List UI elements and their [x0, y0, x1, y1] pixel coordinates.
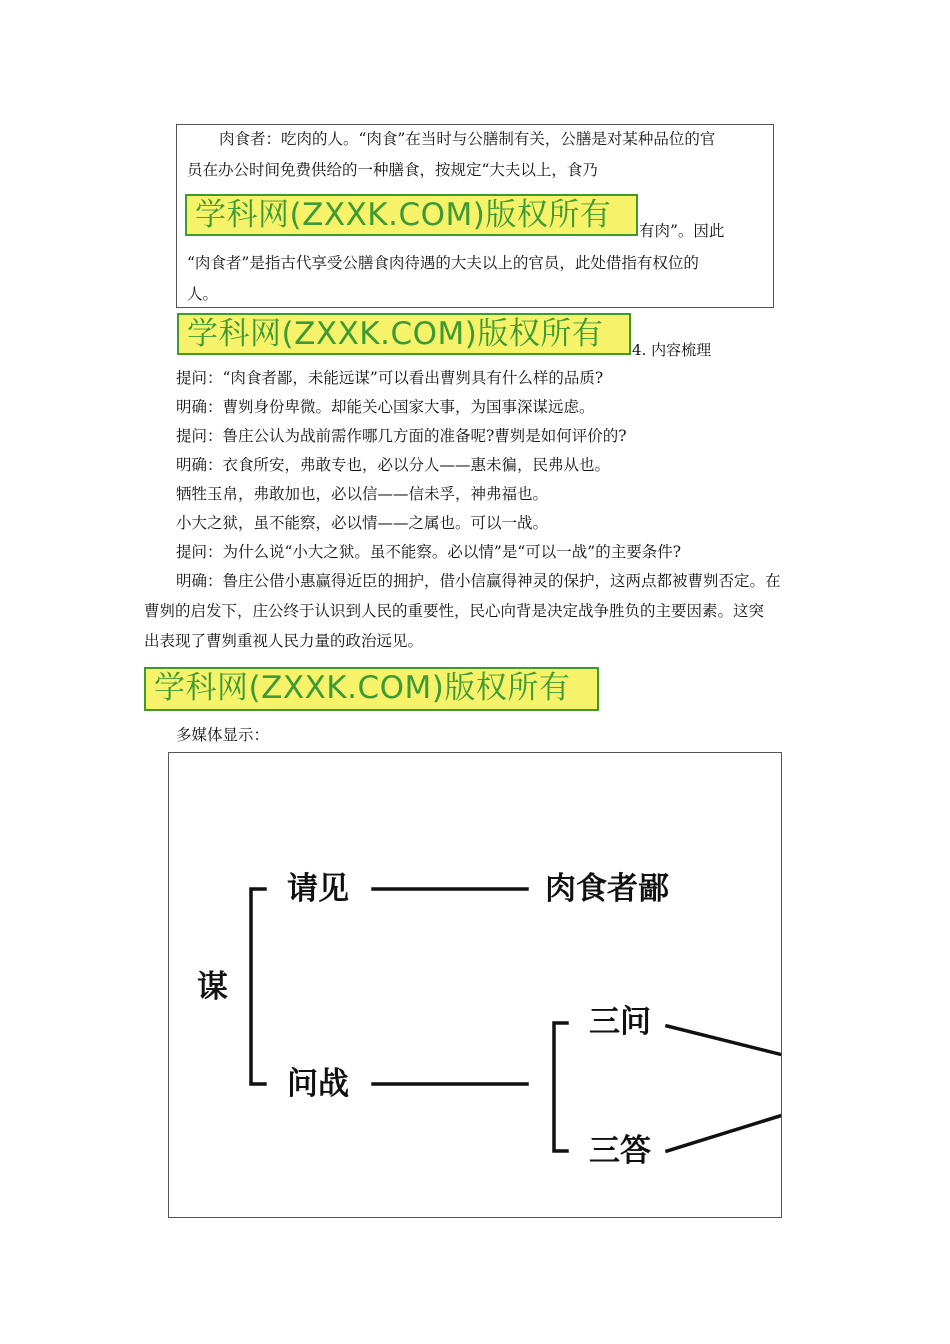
answer-3-line-2: 曹刿的启发下，庄公终于认识到人民的重要性，民心向背是决定战争胜负的主要因素。这突 — [144, 602, 765, 620]
structure-diagram — [168, 752, 782, 1218]
answer-3-line-3: 出表现了曹刿重视人民力量的政治远见。 — [144, 632, 424, 650]
watermark-banner: 学科网(ZXXK.COM)版权所有 — [177, 313, 631, 355]
annotation-line-3: 有肉”。因此 — [639, 222, 725, 240]
section-heading: 4. 内容梳理 — [632, 341, 712, 359]
diagram-lines — [169, 753, 782, 1218]
multimedia-label: 多媒体显示： — [176, 726, 270, 744]
watermark-banner: 学科网(ZXXK.COM)版权所有 — [144, 667, 599, 711]
diagram-sub-top: 三问 — [589, 1004, 651, 1040]
root-bracket — [251, 889, 265, 1084]
diagram-branch-bottom: 问战 — [287, 1066, 349, 1102]
annotation-line-5: 人。 — [187, 285, 219, 303]
answer-2-line-3: 小大之狱，虽不能察，必以情——之属也。可以一战。 — [176, 514, 549, 532]
answer-2-line-2: 牺牲玉帛，弗敢加也，必以信——信未孚，神弗福也。 — [176, 485, 549, 503]
answer-1: 明确：曹刿身份卑微。却能关心国家大事，为国事深谋远虑。 — [176, 398, 595, 416]
connector-sub-bottom — [667, 1115, 782, 1151]
annotation-line-1: 肉食者：吃肉的人。“肉食”在当时与公膳制有关，公膳是对某种品位的官 — [219, 130, 716, 148]
answer-2-line-1: 明确：衣食所安，弗敢专也，必以分人——惠未徧，民弗从也。 — [176, 456, 611, 474]
question-1: 提问：“肉食者鄙，未能远谋”可以看出曹刿具有什么样的品质? — [176, 369, 604, 387]
diagram-branch-top: 请见 — [287, 871, 349, 907]
annotation-line-2: 员在办公时间免费供给的一种膳食，按规定“大夫以上，食乃 — [187, 161, 598, 179]
question-3: 提问：为什么说“小大之狱。虽不能察。必以情”是“可以一战”的主要条件? — [176, 543, 682, 561]
diagram-branch-top-result: 肉食者鄙 — [545, 871, 669, 907]
answer-3-line-1: 明确：鲁庄公借小惠赢得近臣的拥护，借小信赢得神灵的保护，这两点都被曹刿否定。在 — [176, 572, 781, 590]
sub-bracket — [554, 1023, 567, 1151]
connector-sub-top — [667, 1026, 782, 1055]
annotation-line-4: “肉食者”是指古代享受公膳食肉待遇的大夫以上的官员，此处借指有权位的 — [187, 254, 699, 272]
diagram-sub-bottom: 三答 — [589, 1133, 651, 1169]
question-2: 提问：鲁庄公认为战前需作哪几方面的准备呢?曹刿是如何评价的? — [176, 427, 627, 445]
diagram-root: 谋 — [197, 969, 228, 1005]
watermark-banner: 学科网(ZXXK.COM)版权所有 — [185, 194, 638, 236]
